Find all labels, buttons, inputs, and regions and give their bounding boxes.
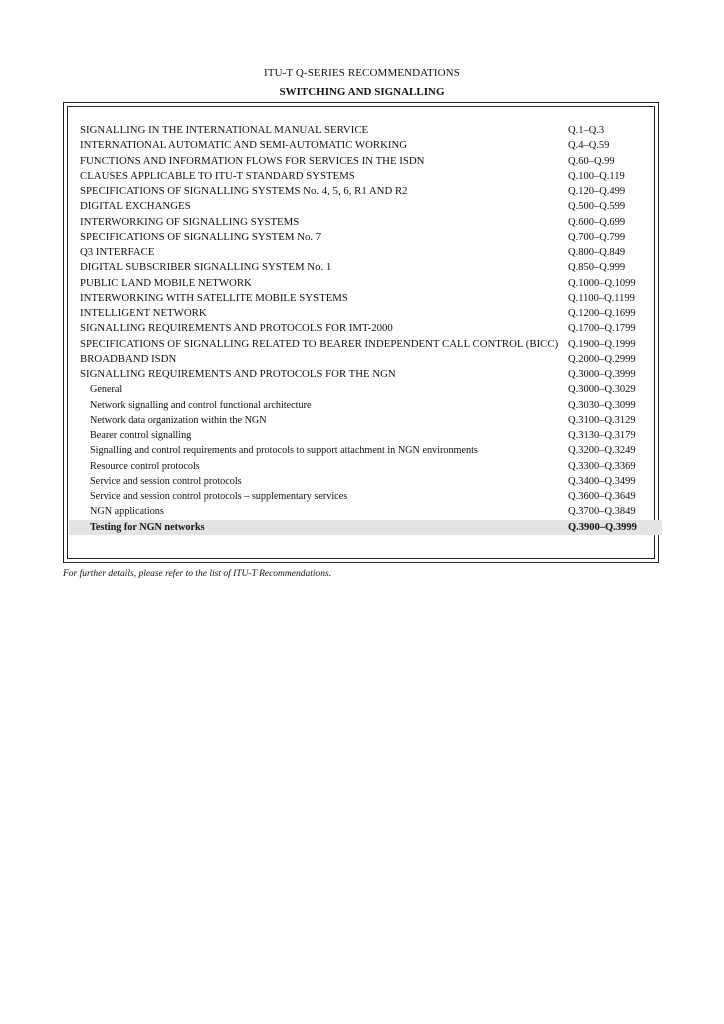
row-title: NGN applications	[90, 506, 164, 518]
row-title: PUBLIC LAND MOBILE NETWORK	[80, 276, 252, 289]
sub-list-item	[80, 382, 653, 397]
list-item	[80, 123, 653, 138]
row-range: Q.3030–Q.3099	[568, 399, 636, 411]
row-title: INTERNATIONAL AUTOMATIC AND SEMI-AUTOMATIC WORKING	[80, 139, 408, 152]
list-item	[80, 230, 653, 245]
row-title: Bearer control signalling	[90, 430, 192, 441]
row-title: BROADBAND ISDN	[80, 352, 177, 365]
list-item	[80, 138, 653, 153]
recommendation-list	[80, 123, 653, 535]
subject-title: SWITCHING AND SIGNALLING	[279, 86, 445, 98]
row-range: Q.100–Q.119	[568, 170, 625, 182]
sub-list-item	[80, 504, 653, 519]
row-title: SIGNALLING REQUIREMENTS AND PROTOCOLS FOR IMT-2000	[80, 322, 393, 335]
row-range: Q.1–Q.3	[568, 125, 605, 136]
sub-list-item	[80, 459, 653, 474]
list-item	[80, 154, 653, 169]
row-range: Q.4–Q.59	[568, 140, 610, 152]
row-range: Q.1200–Q.1699	[568, 308, 636, 319]
row-range: Q.3130–Q.3179	[568, 430, 636, 441]
sub-list-item	[80, 489, 653, 504]
row-title: Signalling and control requirements and protocols to support attachment in NGN environments	[90, 445, 478, 457]
row-range: Q.1000–Q.1099	[568, 277, 636, 289]
row-title: Service and session control protocols – supplementary services	[90, 491, 348, 502]
row-range: Q.3600–Q.3649	[568, 491, 636, 502]
sub-list-item	[80, 474, 653, 489]
row-title: Testing for NGN networks	[90, 521, 205, 533]
row-title: INTELLIGENT NETWORK	[80, 307, 207, 319]
row-title: INTERWORKING WITH SATELLITE MOBILE SYSTEMS	[80, 291, 348, 304]
row-title: INTERWORKING OF SIGNALLING SYSTEMS	[80, 215, 300, 228]
row-title: SPECIFICATIONS OF SIGNALLING SYSTEM No. 7	[80, 230, 322, 243]
row-range: Q.3400–Q.3499	[568, 475, 636, 487]
sub-list-item	[80, 443, 653, 458]
list-item	[80, 276, 653, 291]
row-range: Q.850–Q.999	[568, 262, 626, 274]
sub-list-item	[80, 428, 653, 443]
row-range: Q.3300–Q.3369	[568, 460, 636, 472]
list-item	[80, 337, 653, 352]
row-title: General	[90, 384, 123, 396]
row-title: Q3 INTERFACE	[80, 246, 155, 258]
list-item	[80, 291, 653, 306]
list-item	[80, 245, 653, 260]
footnote: For further details, please refer to the list of ITU-T Recommendations.	[63, 569, 332, 579]
list-item	[80, 367, 653, 382]
row-title: SIGNALLING REQUIREMENTS AND PROTOCOLS FOR THE NGN	[80, 368, 396, 380]
row-title: Network signalling and control functional architecture	[90, 399, 312, 411]
list-item	[80, 321, 653, 336]
row-title: DIGITAL EXCHANGES	[80, 200, 191, 213]
sub-list-item	[80, 413, 653, 428]
list-item	[80, 199, 653, 214]
row-title: FUNCTIONS AND INFORMATION FLOWS FOR SERVICES IN THE ISDN	[80, 154, 425, 167]
row-range: Q.1900–Q.1999	[568, 338, 636, 350]
highlighted-list-item	[69, 520, 662, 535]
row-range: Q.120–Q.499	[568, 186, 626, 197]
row-title: Network data organization within the NGN	[90, 414, 267, 426]
list-item	[80, 352, 653, 367]
row-title: DIGITAL SUBSCRIBER SIGNALLING SYSTEM No. 1	[80, 261, 332, 274]
row-range: Q.3000–Q.3029	[568, 384, 636, 396]
row-range: Q.2000–Q.2999	[568, 353, 636, 365]
row-title: Service and session control protocols	[90, 475, 242, 487]
row-range: Q.1100–Q.1199	[568, 292, 635, 304]
row-title: SPECIFICATIONS OF SIGNALLING RELATED TO BEARER INDEPENDENT CALL CONTROL (BICC)	[80, 337, 559, 350]
list-item	[80, 215, 653, 230]
sub-list-item	[80, 398, 653, 413]
row-range: Q.800–Q.849	[568, 247, 626, 258]
row-range: Q.3100–Q.3129	[568, 414, 636, 426]
row-title: Resource control protocols	[90, 460, 200, 472]
row-range: Q.700–Q.799	[568, 231, 626, 243]
series-title: ITU-T Q-SERIES RECOMMENDATIONS	[264, 67, 460, 79]
list-item	[80, 260, 653, 275]
row-range: Q.3000–Q.3999	[568, 369, 636, 380]
row-range: Q.3900–Q.3999	[568, 521, 637, 533]
list-item	[80, 306, 653, 321]
row-range: Q.3700–Q.3849	[568, 506, 636, 518]
row-title: SIGNALLING IN THE INTERNATIONAL MANUAL SERVICE	[80, 124, 369, 136]
row-range: Q.3200–Q.3249	[568, 445, 636, 457]
row-range: Q.1700–Q.1799	[568, 323, 636, 335]
row-title: SPECIFICATIONS OF SIGNALLING SYSTEMS No. 4, 5, 6, R1 AND R2	[80, 185, 408, 197]
list-item	[80, 184, 653, 199]
list-item	[80, 169, 653, 184]
row-range: Q.500–Q.599	[568, 201, 626, 213]
row-title: CLAUSES APPLICABLE TO ITU-T STANDARD SYSTEMS	[80, 169, 355, 182]
row-range: Q.60–Q.99	[568, 155, 615, 167]
row-range: Q.600–Q.699	[568, 216, 626, 228]
